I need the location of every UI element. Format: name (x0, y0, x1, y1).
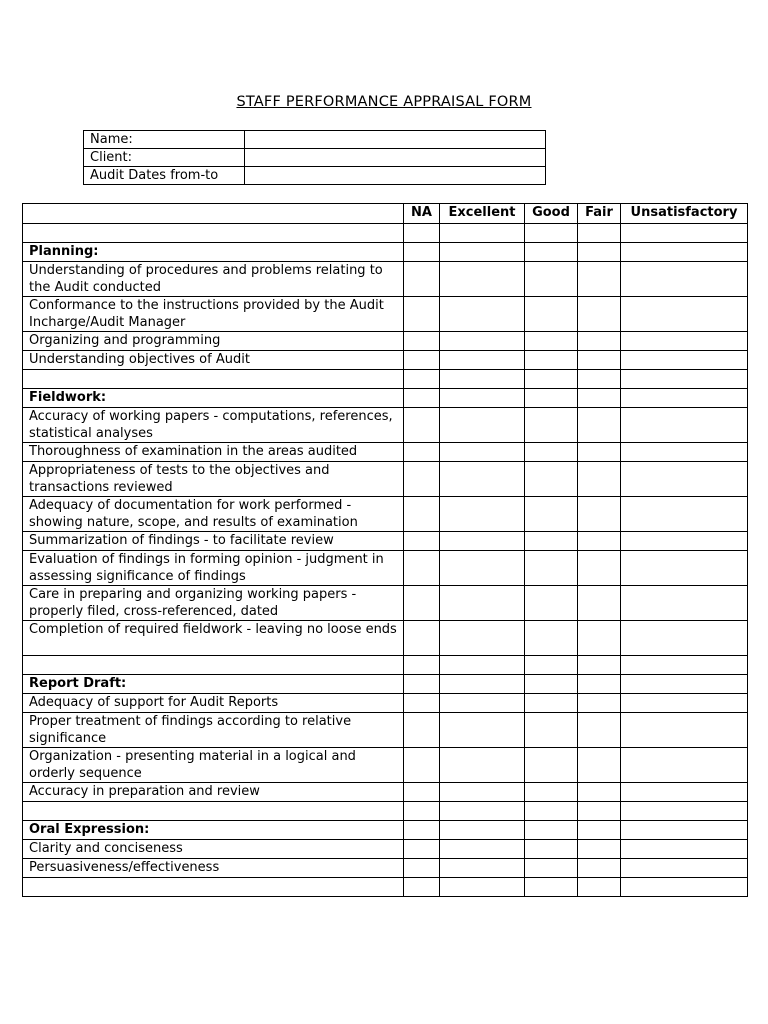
criterion-label: Adequacy of support for Audit Reports (23, 694, 404, 713)
criterion-label: Understanding objectives of Audit (23, 351, 404, 370)
rating-cell-excellent[interactable] (440, 586, 525, 621)
rating-cell-excellent[interactable] (440, 332, 525, 351)
rating-cell-na[interactable] (404, 694, 440, 713)
rating-cell-na (404, 243, 440, 262)
spacer-row (23, 802, 748, 821)
section-row-planning (23, 243, 748, 262)
column-header-fair: Fair (578, 204, 621, 224)
rating-cell-excellent (440, 656, 525, 675)
rating-cell-unsatisfactory[interactable] (621, 351, 748, 370)
rating-cell-fair (578, 656, 621, 675)
rating-cell-good[interactable] (525, 262, 578, 297)
rating-cell-fair[interactable] (578, 443, 621, 462)
rating-cell-na[interactable] (404, 443, 440, 462)
rating-cell-na (404, 802, 440, 821)
info-value-field[interactable] (245, 131, 546, 149)
rating-cell-excellent (440, 878, 525, 897)
rating-cell-fair (578, 389, 621, 408)
rating-cell-excellent[interactable] (440, 297, 525, 332)
criterion-label: Organization - presenting material in a logical and orderly sequence (23, 748, 404, 783)
rating-cell-excellent[interactable] (440, 859, 525, 878)
rating-cell-fair[interactable] (578, 532, 621, 551)
rating-cell-excellent[interactable] (440, 462, 525, 497)
rating-cell-unsatisfactory[interactable] (621, 783, 748, 802)
rating-cell-fair[interactable] (578, 713, 621, 748)
header-info-table (83, 130, 546, 185)
rating-cell-excellent[interactable] (440, 532, 525, 551)
section-row-oral-expression (23, 821, 748, 840)
rating-cell-excellent (440, 821, 525, 840)
rating-cell-excellent[interactable] (440, 713, 525, 748)
rating-cell-na[interactable] (404, 783, 440, 802)
rating-cell-na (404, 821, 440, 840)
rating-cell-unsatisfactory[interactable] (621, 859, 748, 878)
criterion-row (23, 621, 748, 656)
column-header-unsatisfactory: Unsatisfactory (621, 204, 748, 224)
criterion-row (23, 462, 748, 497)
criterion-row (23, 694, 748, 713)
criterion-row (23, 532, 748, 551)
rating-cell-unsatisfactory[interactable] (621, 713, 748, 748)
rating-cell-good[interactable] (525, 621, 578, 656)
rating-cell-excellent (440, 224, 525, 243)
rating-cell-na[interactable] (404, 332, 440, 351)
rating-cell-good[interactable] (525, 351, 578, 370)
rating-cell-good (525, 224, 578, 243)
rating-cell-na[interactable] (404, 551, 440, 586)
section-heading: Report Draft: (23, 675, 404, 694)
rating-cell-good (525, 243, 578, 262)
rating-cell-fair[interactable] (578, 408, 621, 443)
rating-cell-fair[interactable] (578, 462, 621, 497)
column-header-excellent: Excellent (440, 204, 525, 224)
criterion-label: Accuracy in preparation and review (23, 783, 404, 802)
rating-cell-good (525, 370, 578, 389)
rating-cell-good (525, 821, 578, 840)
rating-cell-fair (578, 802, 621, 821)
criterion-row (23, 840, 748, 859)
rating-cell-unsatisfactory[interactable] (621, 748, 748, 783)
info-label: Audit Dates from-to (84, 167, 245, 185)
rating-cell-na[interactable] (404, 262, 440, 297)
rating-cell-unsatisfactory (621, 243, 748, 262)
rating-cell-na (404, 656, 440, 675)
criterion-label: Care in preparing and organizing working papers - properly filed, cross-referenced, dated (23, 586, 404, 621)
spacer-row (23, 370, 748, 389)
column-header-na: NA (404, 204, 440, 224)
form-title: STAFF PERFORMANCE APPRAISAL FORM (236, 94, 532, 110)
rating-cell-na[interactable] (404, 462, 440, 497)
criterion-row (23, 586, 748, 621)
rating-cell-good[interactable] (525, 443, 578, 462)
rating-cell-unsatisfactory[interactable] (621, 262, 748, 297)
rating-cell-excellent[interactable] (440, 748, 525, 783)
rating-cell-fair[interactable] (578, 586, 621, 621)
info-value-field[interactable] (245, 149, 546, 167)
rating-cell-excellent[interactable] (440, 840, 525, 859)
rating-cell-fair (578, 675, 621, 694)
criterion-label: Completion of required fieldwork - leaving no loose ends (23, 621, 404, 656)
rating-cell-unsatisfactory (621, 389, 748, 408)
rating-cell-good[interactable] (525, 297, 578, 332)
rating-cell-na[interactable] (404, 859, 440, 878)
rating-cell-na[interactable] (404, 840, 440, 859)
rating-cell-fair[interactable] (578, 497, 621, 532)
rating-cell-excellent[interactable] (440, 694, 525, 713)
info-label: Name: (84, 131, 245, 149)
rating-cell-unsatisfactory[interactable] (621, 621, 748, 656)
rating-cell-good[interactable] (525, 586, 578, 621)
info-row-client (84, 149, 546, 167)
rating-cell-unsatisfactory[interactable] (621, 840, 748, 859)
blank-cell (23, 802, 404, 821)
rating-cell-fair[interactable] (578, 297, 621, 332)
criterion-row (23, 783, 748, 802)
blank-cell (23, 878, 404, 897)
criterion-row (23, 332, 748, 351)
rating-cell-good[interactable] (525, 859, 578, 878)
rating-cell-unsatisfactory[interactable] (621, 694, 748, 713)
rating-cell-unsatisfactory[interactable] (621, 462, 748, 497)
section-heading: Oral Expression: (23, 821, 404, 840)
section-heading: Fieldwork: (23, 389, 404, 408)
rating-cell-unsatisfactory (621, 675, 748, 694)
rating-cell-excellent[interactable] (440, 443, 525, 462)
rating-cell-good[interactable] (525, 748, 578, 783)
rating-cell-excellent[interactable] (440, 351, 525, 370)
rating-cell-good[interactable] (525, 408, 578, 443)
section-row-report-draft (23, 675, 748, 694)
rating-cell-na (404, 389, 440, 408)
rating-header-row (23, 204, 748, 224)
rating-cell-excellent[interactable] (440, 783, 525, 802)
rating-cell-fair (578, 224, 621, 243)
rating-cell-fair[interactable] (578, 694, 621, 713)
criterion-row (23, 551, 748, 586)
criterion-label: Organizing and programming (23, 332, 404, 351)
rating-cell-fair (578, 878, 621, 897)
rating-cell-na[interactable] (404, 408, 440, 443)
criterion-label: Proper treatment of findings according to relative significance (23, 713, 404, 748)
criterion-label: Conformance to the instructions provided by the Audit Incharge/Audit Manager (23, 297, 404, 332)
rating-cell-na[interactable] (404, 621, 440, 656)
rating-cell-na[interactable] (404, 586, 440, 621)
rating-cell-excellent[interactable] (440, 262, 525, 297)
rating-cell-excellent[interactable] (440, 408, 525, 443)
criterion-label: Thoroughness of examination in the areas audited (23, 443, 404, 462)
blank-cell (23, 656, 404, 675)
rating-cell-unsatisfactory (621, 878, 748, 897)
criterion-label: Clarity and conciseness (23, 840, 404, 859)
info-label: Client: (84, 149, 245, 167)
criterion-label: Summarization of findings - to facilitate review (23, 532, 404, 551)
rating-cell-good[interactable] (525, 840, 578, 859)
criterion-row (23, 713, 748, 748)
rating-cell-unsatisfactory (621, 802, 748, 821)
criterion-label: Accuracy of working papers - computations, references, statistical analyses (23, 408, 404, 443)
rating-cell-unsatisfactory[interactable] (621, 408, 748, 443)
rating-cell-na[interactable] (404, 748, 440, 783)
blank-cell (23, 370, 404, 389)
appraisal-table (22, 203, 748, 897)
rating-cell-fair[interactable] (578, 621, 621, 656)
rating-cell-na (404, 675, 440, 694)
rating-cell-na[interactable] (404, 297, 440, 332)
rating-cell-na[interactable] (404, 497, 440, 532)
info-value-field[interactable] (245, 167, 546, 185)
column-header-good: Good (525, 204, 578, 224)
rating-cell-fair[interactable] (578, 332, 621, 351)
criterion-label: Evaluation of findings in forming opinion - judgment in assessing significance of findings (23, 551, 404, 586)
rating-cell-na[interactable] (404, 713, 440, 748)
rating-cell-fair[interactable] (578, 859, 621, 878)
blank-cell (23, 224, 404, 243)
criterion-row (23, 443, 748, 462)
rating-cell-excellent (440, 802, 525, 821)
info-row-audit-dates-from-to (84, 167, 546, 185)
section-heading: Planning: (23, 243, 404, 262)
rating-cell-fair[interactable] (578, 551, 621, 586)
criterion-label: Understanding of procedures and problems relating to the Audit conducted (23, 262, 404, 297)
rating-cell-good (525, 675, 578, 694)
criterion-row (23, 408, 748, 443)
rating-cell-good[interactable] (525, 332, 578, 351)
rating-cell-fair (578, 821, 621, 840)
criterion-label: Adequacy of documentation for work performed - showing nature, scope, and results of examination (23, 497, 404, 532)
rating-cell-good[interactable] (525, 551, 578, 586)
rating-cell-fair (578, 370, 621, 389)
rating-cell-unsatisfactory[interactable] (621, 532, 748, 551)
criterion-row (23, 859, 748, 878)
rating-cell-good[interactable] (525, 783, 578, 802)
rating-cell-unsatisfactory[interactable] (621, 332, 748, 351)
rating-cell-unsatisfactory (621, 370, 748, 389)
rating-cell-unsatisfactory[interactable] (621, 551, 748, 586)
rating-cell-unsatisfactory[interactable] (621, 586, 748, 621)
rating-cell-fair[interactable] (578, 262, 621, 297)
spacer-row (23, 878, 748, 897)
rating-cell-unsatisfactory (621, 224, 748, 243)
rating-cell-unsatisfactory[interactable] (621, 297, 748, 332)
rating-cell-unsatisfactory[interactable] (621, 497, 748, 532)
rating-cell-good[interactable] (525, 713, 578, 748)
rating-cell-na[interactable] (404, 351, 440, 370)
criterion-row (23, 297, 748, 332)
spacer-row (23, 224, 748, 243)
rating-cell-na (404, 878, 440, 897)
criterion-label: Appropriateness of tests to the objectives and transactions reviewed (23, 462, 404, 497)
rating-cell-unsatisfactory (621, 821, 748, 840)
criterion-row (23, 351, 748, 370)
rating-cell-good (525, 802, 578, 821)
rating-cell-good (525, 389, 578, 408)
rating-cell-unsatisfactory (621, 656, 748, 675)
rating-cell-fair[interactable] (578, 783, 621, 802)
criterion-row (23, 748, 748, 783)
rating-cell-fair[interactable] (578, 351, 621, 370)
rating-cell-excellent (440, 675, 525, 694)
criterion-row (23, 262, 748, 297)
rating-cell-na (404, 370, 440, 389)
rating-cell-good (525, 656, 578, 675)
rating-cell-excellent[interactable] (440, 621, 525, 656)
rating-cell-good[interactable] (525, 694, 578, 713)
rating-cell-fair (578, 243, 621, 262)
criterion-row (23, 497, 748, 532)
rating-cell-excellent[interactable] (440, 551, 525, 586)
rating-cell-na[interactable] (404, 532, 440, 551)
rating-cell-good (525, 878, 578, 897)
rating-cell-excellent (440, 389, 525, 408)
rating-cell-excellent[interactable] (440, 497, 525, 532)
section-row-fieldwork (23, 389, 748, 408)
rating-cell-unsatisfactory[interactable] (621, 443, 748, 462)
criterion-label: Persuasiveness/effectiveness (23, 859, 404, 878)
criterion-header (23, 204, 404, 224)
rating-cell-excellent (440, 243, 525, 262)
rating-cell-na (404, 224, 440, 243)
rating-cell-fair[interactable] (578, 748, 621, 783)
rating-cell-good[interactable] (525, 532, 578, 551)
info-row-name (84, 131, 546, 149)
rating-cell-excellent (440, 370, 525, 389)
rating-cell-fair[interactable] (578, 840, 621, 859)
rating-cell-good[interactable] (525, 462, 578, 497)
spacer-row (23, 656, 748, 675)
rating-cell-good[interactable] (525, 497, 578, 532)
